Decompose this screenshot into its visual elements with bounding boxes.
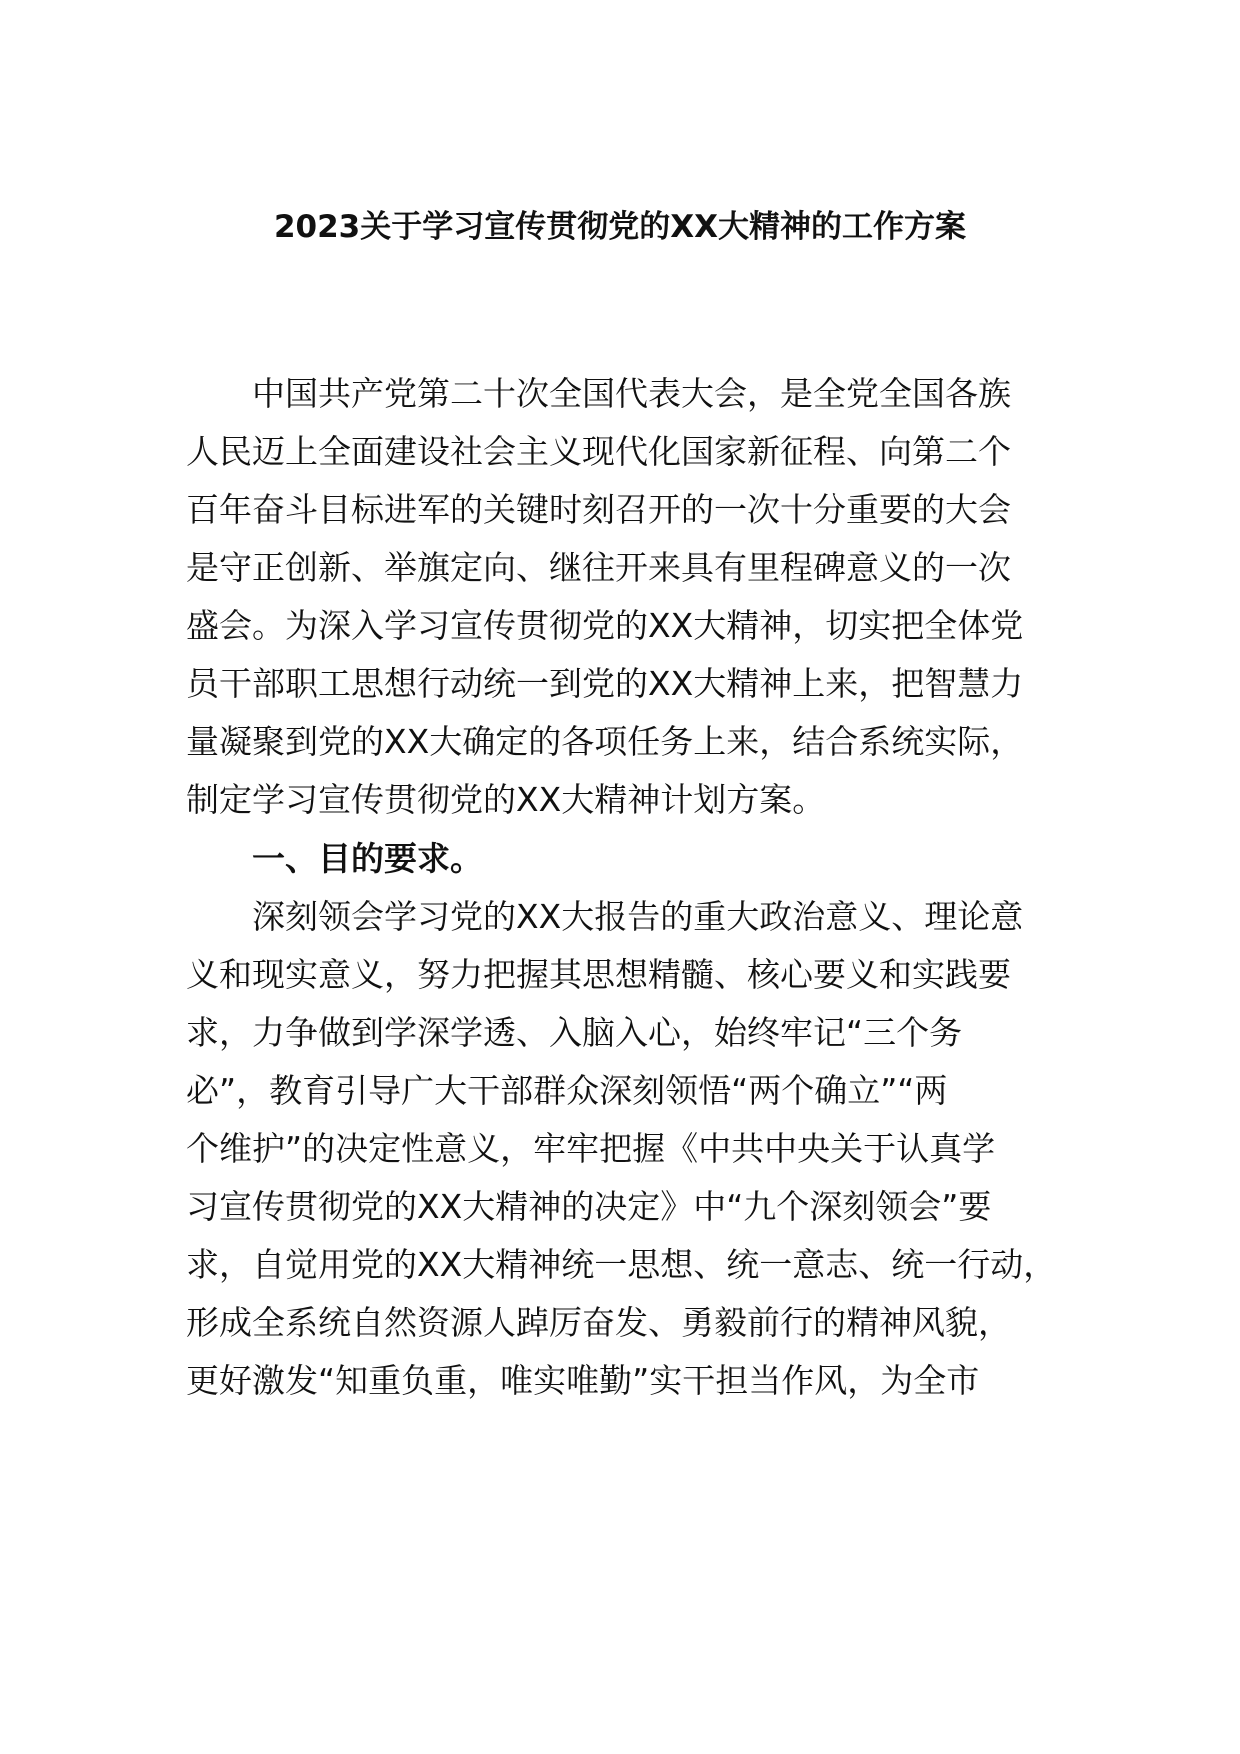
document-title: 2023关于学习宣传贯彻党的XX大精神的工作方案 (273, 209, 967, 245)
paragraph-1-line: 员干部职工思想行动统一到党的XX大精神上来，把智慧力 (186, 664, 1024, 703)
section-heading: 一、目的要求。 (252, 839, 483, 878)
paragraph-1-line: 百年奋斗目标进军的关键时刻召开的一次十分重要的大会 (186, 490, 1011, 529)
paragraph-1-line: 人民迈上全面建设社会主义现代化国家新征程、向第二个 (186, 432, 1011, 471)
paragraph-2-line: 必”，教育引导广大干部群众深刻领悟“两个确立”“两 (186, 1071, 948, 1110)
paragraph-2-line: 习宣传贯彻党的XX大精神的决定》中“九个深刻领会”要 (186, 1187, 992, 1226)
paragraph-1-line: 制定学习宣传贯彻党的XX大精神计划方案。 (186, 780, 826, 819)
paragraph-1-line: 盛会。为深入学习宣传贯彻党的XX大精神，切实把全体党 (186, 606, 1024, 645)
paragraph-2-line: 深刻领会学习党的XX大报告的重大政治意义、理论意 (252, 897, 1024, 936)
paragraph-2-line: 形成全系统自然资源人踔厉奋发、勇毅前行的精神风貌， (186, 1303, 1011, 1342)
paragraph-2-line: 求，力争做到学深学透、入脑入心，始终牢记“三个务 (186, 1013, 963, 1052)
paragraph-2-line: 义和现实意义，努力把握其思想精髓、核心要义和实践要 (186, 955, 1011, 994)
paragraph-1-line: 是守正创新、举旗定向、继往开来具有里程碑意义的一次 (186, 548, 1011, 587)
paragraph-1-line: 中国共产党第二十次全国代表大会，是全党全国各族 (252, 374, 1011, 413)
paragraph-2-line: 个维护”的决定性意义，牢牢把握《中共中央关于认真学 (186, 1129, 996, 1168)
paragraph-2-line: 求，自觉用党的XX大精神统一思想、统一意志、统一行动， (186, 1245, 1057, 1284)
paragraph-2-line: 更好激发“知重负重，唯实唯勤”实干担当作风，为全市 (186, 1361, 980, 1400)
paragraph-1-line: 量凝聚到党的XX大确定的各项任务上来，结合系统实际， (186, 722, 1024, 761)
